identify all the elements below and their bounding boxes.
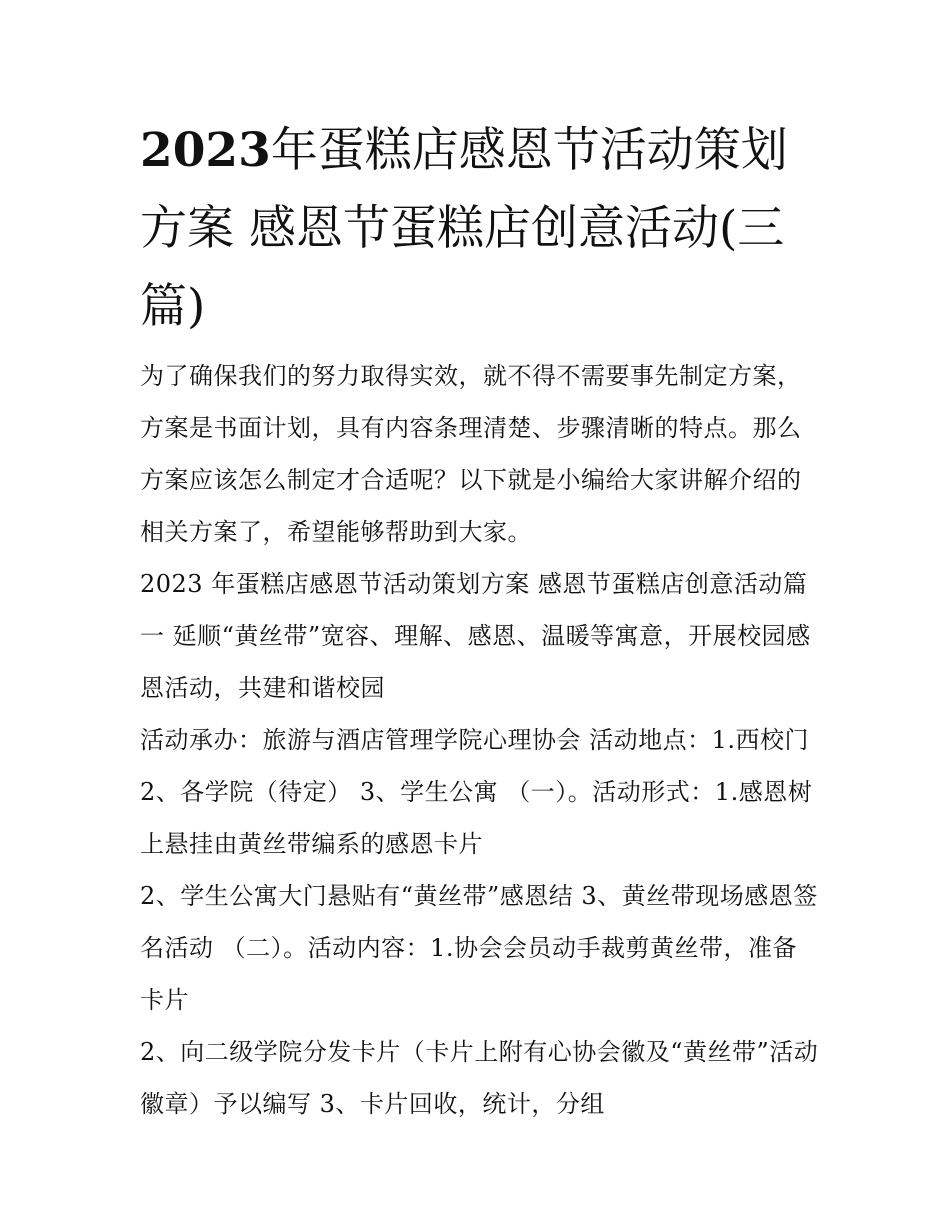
title-year: 2023 <box>140 123 271 178</box>
body-paragraph: 2023 年蛋糕店感恩节活动策划方案 感恩节蛋糕店创意活动篇一 延顺“黄丝带”宽容、理解、感恩、温暖等寓意，开展校园感恩活动，共建和谐校园 <box>140 570 811 702</box>
intro-paragraph: 为了确保我们的努力取得实效，就不得不需要事先制定方案，方案是书面计划，具有内容条理清楚、步骤清晰的特点。那么方案应该怎么制定才合适呢？以下就是小编给大家讲解介绍的相关方案了，希望能够帮助到大家。 <box>140 362 802 546</box>
title-text: 年蛋糕店感恩节活动策划方案 感恩节蛋糕店创意活动(三篇) <box>140 123 788 334</box>
document-page <box>140 112 820 1130</box>
body-paragraph: 2、学生公寓大门悬贴有“黄丝带”感恩结 3、黄丝带现场感恩签名活动 （二）。活动内容：1.协会会员动手裁剪黄丝带，准备卡片 <box>140 882 818 1014</box>
body-paragraph: 活动承办：旅游与酒店管理学院心理协会 活动地点：1.西校门 2、各学院（待定） 3、学生公寓 （一）。活动形式：1.感恩树上悬挂由黄丝带编系的感恩卡片 <box>140 726 813 858</box>
body-paragraph: 2、向二级学院分发卡片（卡片上附有心协会徽及“黄丝带”活动徽章）予以编写 3、卡片回收，统计，分组 <box>140 1038 819 1118</box>
document-title <box>140 112 820 346</box>
